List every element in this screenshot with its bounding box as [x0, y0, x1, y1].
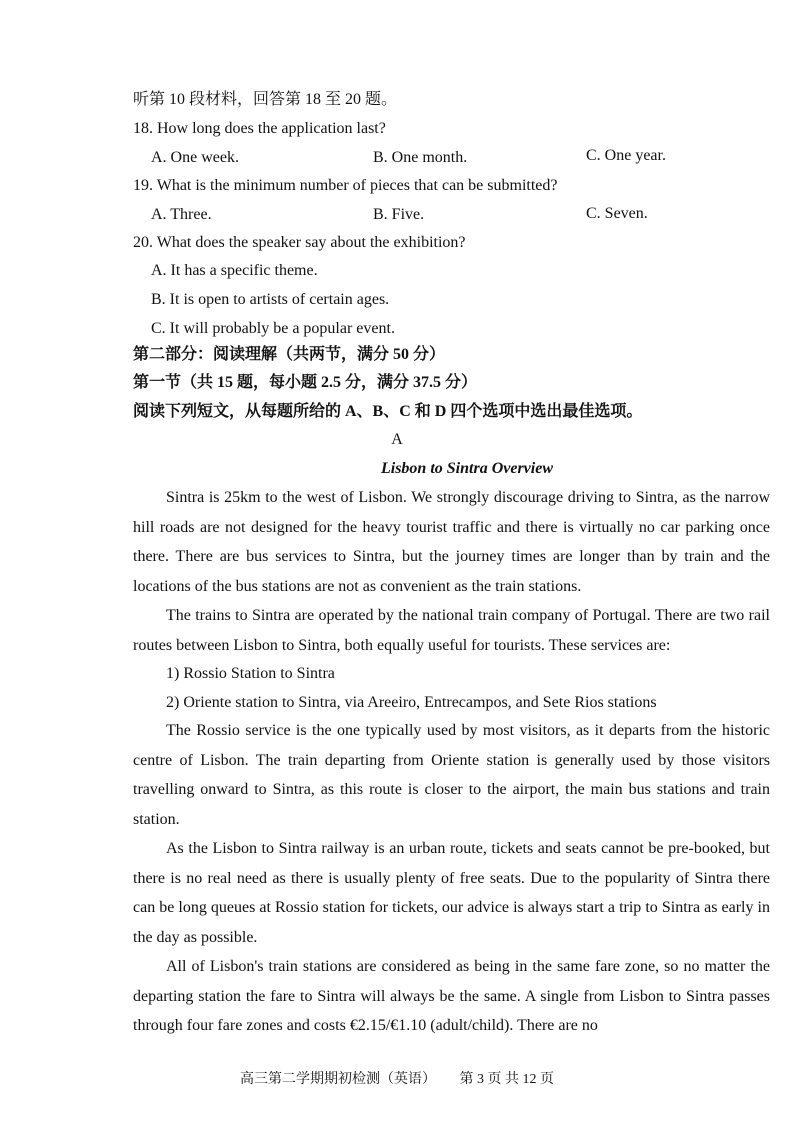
- q20-option-b: B. It is open to artists of certain ages.: [151, 291, 390, 308]
- q18-option-c: C. One year.: [586, 147, 666, 164]
- reading-section-heading: 第一节（共 15 题，每小题 2.5 分，满分 37.5 分）: [133, 374, 478, 391]
- paragraph-4: As the Lisbon to Sintra railway is an urban route, tickets and seats cannot be pre-booked, but there is no real need as there is usually plenty of free seats. Due to the popularity of Sintra there can be long queues at Rossio station for tickets, our advice is always start a trip to Sintra as early in the day as possible.: [133, 840, 770, 946]
- reading-instruction: 阅读下列短文，从每题所给的 A、B、C 和 D 四个选项中选出最佳选项。: [133, 403, 643, 420]
- paragraph-2: The trains to Sintra are operated by the national train company of Portugal. There are two rail routes between Lisbon to Sintra, both equally useful for tourists. These services are:: [133, 607, 770, 654]
- reading-part-heading: 第二部分：阅读理解（共两节，满分 50 分）: [133, 346, 446, 363]
- q20-option-a: A. It has a specific theme.: [151, 262, 318, 279]
- question-19: 19. What is the minimum number of pieces that can be submitted?: [133, 177, 558, 194]
- footer-page-number: 第 3 页 共 12 页: [459, 1072, 554, 1087]
- footer-exam-title: 高三第二学期期初检测（英语）: [240, 1072, 436, 1087]
- paragraph-5: All of Lisbon's train stations are considered as being in the same fare zone, so no matter the departing station the fare to Sintra will always be the same. A single from Lisbon to Sintra passes through four fare zones and costs €2.15/€1.10 (adult/child). There are no: [133, 958, 770, 1035]
- passage-letter: A: [391, 431, 403, 448]
- passage-title: Lisbon to Sintra Overview: [380, 460, 553, 477]
- route-item-1: 1) Rossio Station to Sintra: [166, 665, 335, 682]
- question-18: 18. How long does the application last?: [133, 120, 386, 137]
- page-footer: [0, 1068, 794, 1088]
- route-item-2: 2) Oriente station to Sintra, via Areeiro, Entrecampos, and Sete Rios stations: [166, 694, 657, 711]
- q18-option-b: B. One month.: [373, 149, 468, 166]
- question-20: 20. What does the speaker say about the exhibition?: [133, 234, 466, 251]
- listening-instruction: 听第 10 段材料，回答第 18 至 20 题。: [133, 91, 398, 108]
- q18-option-a: A. One week.: [151, 149, 239, 166]
- q19-option-c: C. Seven.: [586, 205, 648, 222]
- paragraph-3: The Rossio service is the one typically used by most visitors, as it departs from the historic centre of Lisbon. The train departing from Oriente station is generally used by those visitors travelling onward to Sintra, as this route is closer to the airport, the main bus stations and train station.: [133, 722, 770, 828]
- paragraph-1: Sintra is 25km to the west of Lisbon. We strongly discourage driving to Sintra, as the narrow hill roads are not designed for the heavy tourist traffic and there is virtually no car parking once there. There are bus services to Sintra, but the journey times are longer than by train and the locations of the bus stations are not as convenient as the train stations.: [133, 489, 770, 595]
- q20-option-c: C. It will probably be a popular event.: [151, 320, 395, 337]
- q19-option-a: A. Three.: [151, 206, 212, 223]
- q19-option-b: B. Five.: [373, 206, 425, 223]
